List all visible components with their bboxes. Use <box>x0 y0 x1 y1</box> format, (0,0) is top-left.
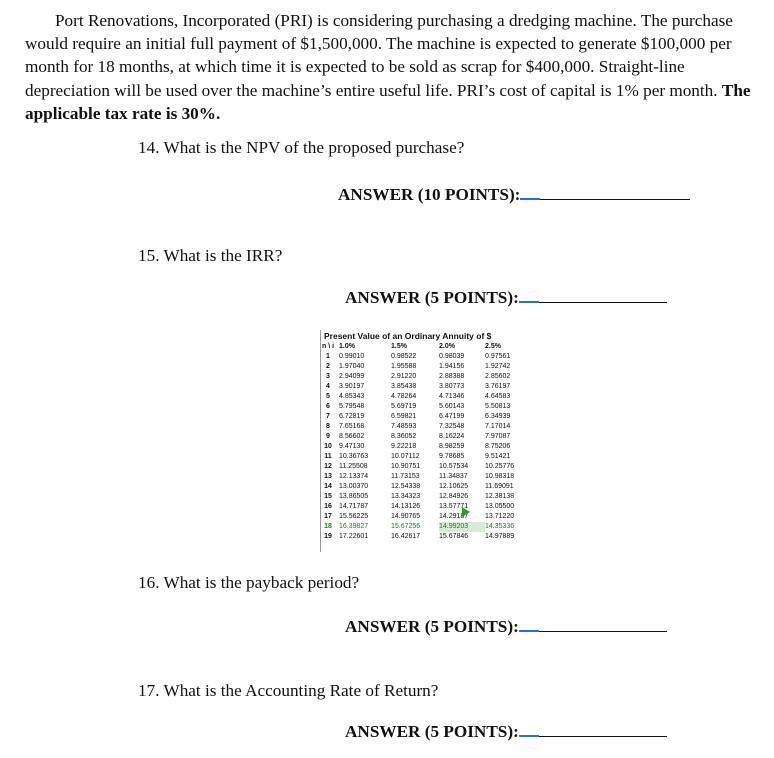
factor-cell: 11.34837 <box>439 473 468 480</box>
factor-cell: 6.72819 <box>339 413 365 420</box>
period-cell: 2 <box>326 363 330 370</box>
factor-cell: 10.25776 <box>485 463 515 470</box>
rate-header: 2.5% <box>485 343 501 350</box>
answer-14[interactable] <box>338 185 690 205</box>
factor-cell: 13.71220 <box>485 513 515 520</box>
factor-cell: 0.98522 <box>391 353 417 360</box>
answer-blank[interactable] <box>540 185 690 200</box>
factor-cell: 4.71346 <box>439 393 465 400</box>
factor-cell: 12.13374 <box>339 473 369 480</box>
table-row <box>321 462 529 472</box>
factor-cell: 12.84926 <box>439 493 469 500</box>
factor-cell: 8.56602 <box>339 433 365 440</box>
factor-cell: 12.38138 <box>485 493 515 500</box>
cursor-mark <box>520 198 540 200</box>
factor-cell: 4.78264 <box>391 393 417 400</box>
period-cell: 14 <box>324 483 332 490</box>
table-row <box>321 422 529 432</box>
rate-header: 2.0% <box>439 343 455 350</box>
factor-cell: 14.29187 <box>439 513 469 520</box>
table-row <box>321 472 529 482</box>
annuity-table-title: Present Value of an Ordinary Annuity of $ <box>324 331 492 341</box>
factor-cell: 3.80773 <box>439 383 465 390</box>
factor-cell: 12.10625 <box>439 483 469 490</box>
answer-15[interactable] <box>345 288 667 308</box>
rate-header: 1.5% <box>391 343 407 350</box>
table-row <box>321 492 529 502</box>
factor-cell: 1.97040 <box>339 363 365 370</box>
factor-cell: 0.97561 <box>485 353 511 360</box>
factor-cell: 15.67846 <box>439 533 469 540</box>
factor-cell: 11.25508 <box>339 463 368 470</box>
period-cell: 3 <box>326 373 330 380</box>
factor-cell: 13.00370 <box>339 483 369 490</box>
factor-cell: 16.42617 <box>391 533 421 540</box>
factor-cell: 5.79548 <box>339 403 365 410</box>
cursor-mark <box>519 301 539 303</box>
table-row <box>321 502 529 512</box>
table-row <box>321 432 529 442</box>
table-row <box>321 362 529 372</box>
factor-cell: 7.32548 <box>439 423 465 430</box>
factor-cell: 14.97889 <box>485 533 515 540</box>
factor-cell: 14.99203 <box>439 522 485 532</box>
period-cell: 7 <box>326 413 330 420</box>
factor-cell: 9.22218 <box>391 443 417 450</box>
highlight-arrow-icon <box>462 507 470 517</box>
factor-cell: 7.97087 <box>485 433 511 440</box>
factor-cell: 8.75206 <box>485 443 511 450</box>
factor-cell: 9.78685 <box>439 453 465 460</box>
factor-cell: 1.95588 <box>391 363 417 370</box>
period-cell: 18 <box>324 523 332 530</box>
factor-cell: 2.94099 <box>339 373 365 380</box>
factor-cell: 17.22601 <box>339 533 369 540</box>
annuity-grid <box>321 342 529 542</box>
factor-cell: 10.90751 <box>391 463 421 470</box>
factor-cell: 3.90197 <box>339 383 365 390</box>
period-cell: 11 <box>324 453 332 460</box>
table-row <box>321 522 529 532</box>
annuity-table <box>320 330 559 552</box>
table-row <box>321 392 529 402</box>
answer-label: ANSWER (5 POINTS): <box>345 288 519 307</box>
rate-header: 1.0% <box>339 343 355 350</box>
factor-cell: 3.76197 <box>485 383 511 390</box>
cursor-mark <box>519 630 539 632</box>
table-row <box>321 372 529 382</box>
factor-cell: 0.99010 <box>339 353 365 360</box>
table-row <box>321 532 529 542</box>
table-row <box>321 512 529 522</box>
factor-cell: 5.69719 <box>391 403 417 410</box>
factor-cell: 9.47130 <box>339 443 365 450</box>
factor-cell: 3.85438 <box>391 383 417 390</box>
factor-cell: 10.98318 <box>485 473 515 480</box>
factor-cell: 8.16224 <box>439 433 465 440</box>
factor-cell: 6.34939 <box>485 413 511 420</box>
table-row <box>321 382 529 392</box>
question-15: 15. What is the IRR? <box>138 246 283 265</box>
answer-blank[interactable] <box>539 722 667 737</box>
problem-text: Port Renovations, Incorporated (PRI) is considering purchasing a dredging machine. The purchase would require an initial full payment of $1,500,000. The machine is expected to generate $100,000 per month for 18 months, at which time it is expected to be sold as scrap for $400,000. Straight-line depreciation will be used over the machine’s entire useful life. PRI’s cost of capital is 1% per month. <box>25 11 733 100</box>
factor-cell: 5.60143 <box>439 403 465 410</box>
factor-cell: 14.35336 <box>485 523 515 530</box>
answer-17[interactable] <box>345 722 667 742</box>
factor-cell: 15.67256 <box>391 523 421 530</box>
factor-cell: 12.54338 <box>391 483 421 490</box>
factor-cell: 13.34323 <box>391 493 421 500</box>
table-body <box>321 352 529 542</box>
period-cell: 6 <box>326 403 330 410</box>
factor-cell: 1.94156 <box>439 363 465 370</box>
factor-cell: 6.47199 <box>439 413 465 420</box>
factor-cell: 7.48593 <box>391 423 417 430</box>
factor-cell: 8.98259 <box>439 443 465 450</box>
answer-blank[interactable] <box>539 288 667 303</box>
factor-cell: 15.56225 <box>339 513 369 520</box>
factor-cell: 7.17014 <box>485 423 511 430</box>
factor-cell: 4.64583 <box>485 393 511 400</box>
factor-cell: 4.85343 <box>339 393 365 400</box>
factor-cell: 5.50813 <box>485 403 511 410</box>
factor-cell: 11.73153 <box>391 473 420 480</box>
table-row <box>321 482 529 492</box>
period-cell: 1 <box>326 353 330 360</box>
tax-rate-note: The applicable tax rate is 30%. <box>25 80 751 123</box>
answer-blank[interactable] <box>539 617 667 632</box>
answer-label: ANSWER (5 POINTS): <box>345 722 519 741</box>
table-header-row <box>321 342 529 352</box>
period-cell: 16 <box>324 503 332 510</box>
period-cell: 9 <box>326 433 330 440</box>
period-cell: 13 <box>324 473 332 480</box>
period-cell: 17 <box>324 513 332 520</box>
factor-cell: 10.36763 <box>339 453 369 460</box>
answer-16[interactable] <box>345 617 667 637</box>
problem-statement <box>25 9 760 125</box>
factor-cell: 2.91220 <box>391 373 417 380</box>
factor-cell: 10.07112 <box>391 453 420 460</box>
factor-cell: 14.90765 <box>391 513 421 520</box>
factor-cell: 13.05500 <box>485 503 515 510</box>
factor-cell: 11.69091 <box>485 483 514 490</box>
table-row <box>321 412 529 422</box>
period-cell: 4 <box>326 383 330 390</box>
period-cell: 5 <box>326 393 330 400</box>
corner-cell: n \ i <box>321 343 335 350</box>
question-17: 17. What is the Accounting Rate of Return? <box>138 681 439 700</box>
cursor-mark <box>519 735 539 737</box>
table-row <box>321 442 529 452</box>
period-cell: 8 <box>326 423 330 430</box>
factor-cell: 14.13126 <box>391 503 421 510</box>
table-row <box>321 402 529 412</box>
period-cell: 19 <box>324 533 332 540</box>
period-cell: 15 <box>324 493 332 500</box>
factor-cell: 9.51421 <box>485 453 511 460</box>
factor-cell: 13.86505 <box>339 493 369 500</box>
answer-label: ANSWER (10 POINTS): <box>338 185 521 204</box>
factor-cell: 6.59821 <box>391 413 417 420</box>
factor-cell: 7.65168 <box>339 423 365 430</box>
question-16: 16. What is the payback period? <box>138 573 360 592</box>
factor-cell: 2.85602 <box>485 373 511 380</box>
factor-cell: 14.71787 <box>339 503 369 510</box>
factor-cell: 10.57534 <box>439 463 469 470</box>
factor-cell: 8.36052 <box>391 433 417 440</box>
factor-cell: 1.92742 <box>485 363 511 370</box>
factor-cell: 0.98039 <box>439 353 465 360</box>
table-row <box>321 352 529 362</box>
factor-cell: 2.88388 <box>439 373 465 380</box>
question-14: 14. What is the NPV of the proposed purchase? <box>138 138 465 157</box>
answer-label: ANSWER (5 POINTS): <box>345 617 519 636</box>
factor-cell: 13.57771 <box>439 503 469 510</box>
period-cell: 10 <box>324 443 332 450</box>
table-row <box>321 452 529 462</box>
period-cell: 12 <box>324 463 332 470</box>
factor-cell: 16.39827 <box>339 523 369 530</box>
